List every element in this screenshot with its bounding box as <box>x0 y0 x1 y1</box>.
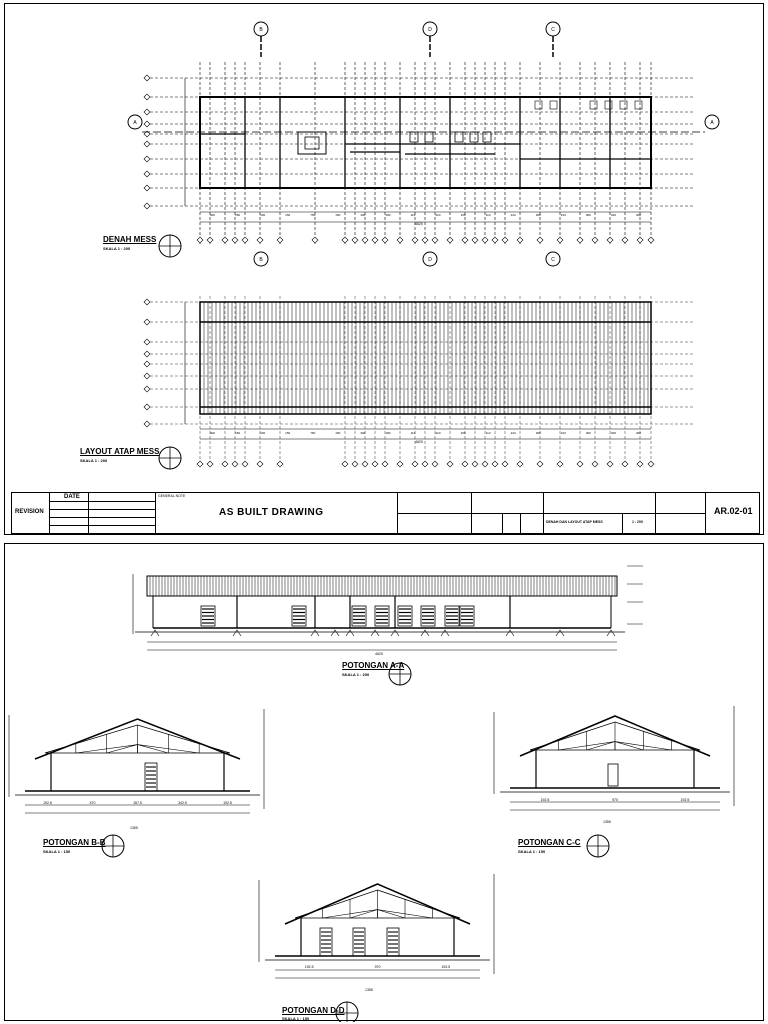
plan-dim-text: 150 <box>460 213 466 217</box>
plan-dim-text: 150 <box>335 213 341 217</box>
grid-bubble-bottom <box>607 237 613 243</box>
section-d-dim-text: 192.5 <box>304 965 314 969</box>
plan-dim-text: 113 <box>410 213 416 217</box>
plan-dim-text: 180 <box>385 213 391 217</box>
section-c-dim-text: 192.5 <box>680 798 690 802</box>
section-b-truss-web <box>138 745 169 753</box>
plan-dim-text: 223 <box>435 213 441 217</box>
plan-dim-text: 223 <box>510 213 516 217</box>
plan-dim-text: 300 <box>585 213 591 217</box>
bed-furniture <box>410 132 418 142</box>
roof-dim-text: 113 <box>485 431 491 435</box>
roof-grid-bubble-bottom <box>648 461 654 467</box>
roof-grid-bubble-bottom <box>447 461 453 467</box>
roof-grid-bubble-bottom <box>242 461 248 467</box>
roof-dim-text: 300 <box>635 431 641 435</box>
footing <box>556 630 564 636</box>
grid-bubble-bottom <box>372 237 378 243</box>
grid-bubble-left <box>144 121 150 127</box>
general-note-cell <box>156 493 398 533</box>
grid-bubble-bottom <box>422 237 428 243</box>
plan-dim-text: 150 <box>235 213 241 217</box>
footing <box>151 630 159 636</box>
grid-bubble-bottom <box>472 237 478 243</box>
grid-bubble-left <box>144 75 150 81</box>
roof-grid-bubble <box>144 361 150 367</box>
roof-grid-bubble-bottom <box>342 461 348 467</box>
section-c-total-dim: 1355 <box>603 820 611 824</box>
section-c-title: POTONGAN C-C <box>518 838 581 847</box>
grid-bubble-bottom <box>592 237 598 243</box>
grid-bubble-bottom <box>362 237 368 243</box>
plan-dim-text: 300 <box>635 213 641 217</box>
grid-bubble-bottom <box>242 237 248 243</box>
toilet-fixture <box>550 101 557 109</box>
section-b-scale: SKALA 1 : 150 <box>43 849 71 854</box>
roof-grid-bubble-bottom <box>537 461 543 467</box>
section-c-truss-web <box>587 742 615 750</box>
grid-bubble-bottom <box>622 237 628 243</box>
roof-grid-bubble-bottom <box>557 461 563 467</box>
roof-grid-bubble-bottom <box>482 461 488 467</box>
section-b-truss-web <box>107 745 138 753</box>
grid-bubble-left <box>144 94 150 100</box>
sections-drawing-svg <box>5 544 765 1022</box>
section-d-truss-web <box>350 910 378 918</box>
toilet-fixture <box>535 101 542 109</box>
section-b-dim-text: 342.5 <box>178 801 187 805</box>
grid-bubble-bottom <box>492 237 498 243</box>
section-d-scale: SKALA 1 : 150 <box>282 1016 310 1021</box>
grid-bubble-left <box>144 203 150 209</box>
drawing-status: AS BUILT DRAWING <box>219 507 324 518</box>
roof-band <box>147 576 617 596</box>
grid-bubble-bottom <box>207 237 213 243</box>
roof-grid-bubble <box>144 404 150 410</box>
roof-grid-bubble-bottom <box>197 461 203 467</box>
grid-bubble-bottom <box>517 237 523 243</box>
grid-bubble-bottom <box>447 237 453 243</box>
footing <box>607 630 615 636</box>
section-b-dim-text: 192.5 <box>43 801 52 805</box>
section-b-dim-text: 157.5 <box>133 801 142 805</box>
plan-dim-text: 300 <box>610 213 616 217</box>
section-d-total-dim: 1355 <box>365 988 373 992</box>
roof-grid-bubble-bottom <box>422 461 428 467</box>
section-mark-left-text: A <box>133 120 137 126</box>
section-d-dim-text: 970 <box>374 965 381 969</box>
date-cell <box>50 493 156 533</box>
roof-dim-text: 223 <box>510 431 516 435</box>
roof-grid-bubble-bottom <box>622 461 628 467</box>
roof-grid-bubble-bottom <box>592 461 598 467</box>
roof-grid-bubble-bottom <box>207 461 213 467</box>
grid-mark-top-text: D <box>428 27 432 33</box>
roof-title: LAYOUT ATAP MESS <box>80 447 160 456</box>
grid-mark-top-text: B <box>259 27 263 33</box>
roof-grid-bubble-bottom <box>397 461 403 467</box>
plan-drawing-svg <box>5 4 765 536</box>
roof-grid-bubble <box>144 351 150 357</box>
section-a-total-dim: 4620 <box>375 652 383 656</box>
drawing-number: AR.02-01 <box>714 506 753 516</box>
footing <box>331 630 339 636</box>
grid-bubble-bottom <box>462 237 468 243</box>
table-furniture <box>298 132 326 154</box>
date-label: DATE <box>64 494 80 500</box>
footing <box>391 630 399 636</box>
grid-bubble-bottom <box>637 237 643 243</box>
roof-grid-bubble-bottom <box>492 461 498 467</box>
toilet-fixture <box>635 101 642 109</box>
grid-bubble-bottom <box>502 237 508 243</box>
footing <box>371 630 379 636</box>
section-c-dim-text: 192.5 <box>540 798 550 802</box>
footing <box>421 630 429 636</box>
grid-bubble-bottom <box>412 237 418 243</box>
plan-dim-text: 750 <box>310 213 316 217</box>
general-note-label: GENERAL NOTE <box>158 494 186 498</box>
roof-grid-bubble <box>144 421 150 427</box>
grid-bubble-bottom <box>537 237 543 243</box>
plan-dim-text: 300 <box>210 213 216 217</box>
roof-dim-text: 100 <box>260 431 266 435</box>
roof-dim-text: 300 <box>210 431 216 435</box>
grid-bubble-bottom <box>277 237 283 243</box>
roof-dim-text: 300 <box>610 431 616 435</box>
section-b-title: POTONGAN B-B <box>43 838 106 847</box>
roof-grid-bubble-bottom <box>372 461 378 467</box>
roof-grid-bubble-bottom <box>472 461 478 467</box>
drawing-sheet-plan <box>4 3 764 535</box>
grid-mark-bottom-text: C <box>551 257 555 263</box>
grid-bubble-bottom <box>232 237 238 243</box>
grid-bubble-left <box>144 171 150 177</box>
roof-grid-bubble-bottom <box>607 461 613 467</box>
roof-grid-bubble-bottom <box>222 461 228 467</box>
grid-mark-bottom-text: B <box>259 257 263 263</box>
bed-furniture <box>470 132 478 142</box>
roof-grid-bubble <box>144 319 150 325</box>
grid-bubble-bottom <box>342 237 348 243</box>
roof-grid-bubble-bottom <box>232 461 238 467</box>
roof-dim-text: 150 <box>335 431 341 435</box>
roof-grid-bubble-bottom <box>502 461 508 467</box>
bed-furniture <box>483 132 491 142</box>
roof-grid-bubble-bottom <box>432 461 438 467</box>
drawing-scale: 1 : 200 <box>632 520 643 524</box>
section-mark-right-text: A <box>710 120 714 126</box>
roof-dim-text: 300 <box>535 431 541 435</box>
footing <box>311 630 319 636</box>
roof-grid-bubble-bottom <box>382 461 388 467</box>
drawing-title: DENAH DAN LAYOUT ATAP MESS <box>546 520 603 524</box>
roof-grid-bubble <box>144 386 150 392</box>
plan-dim-text: 223 <box>560 213 566 217</box>
section-c-opening <box>608 764 618 786</box>
section-d-truss-web <box>378 910 406 918</box>
plan-title: DENAH MESS <box>103 235 157 244</box>
grid-bubble-left <box>144 185 150 191</box>
roof-outline <box>200 302 651 414</box>
grid-bubble-bottom <box>557 237 563 243</box>
plan-dim-text: 150 <box>285 213 291 217</box>
revision-label: REVISION <box>15 509 44 515</box>
grid-bubble-left <box>144 156 150 162</box>
bed-furniture <box>455 132 463 142</box>
grid-bubble-bottom <box>222 237 228 243</box>
roof-grid-bubble-bottom <box>362 461 368 467</box>
grid-bubble-bottom <box>312 237 318 243</box>
roof-dim-text: 300 <box>360 431 366 435</box>
plan-scale: SKALA 1 : 200 <box>103 246 131 251</box>
section-b-dim-text: 192.5 <box>223 801 232 805</box>
roof-grid-bubble-bottom <box>517 461 523 467</box>
roof-dim-text: 180 <box>385 431 391 435</box>
plan-dim-text: 113 <box>485 213 491 217</box>
roof-grid-bubble <box>144 299 150 305</box>
roof-dim-text: 300 <box>585 431 591 435</box>
section-a-scale: SKALA 1 : 200 <box>342 672 370 677</box>
roof-dim-text: 750 <box>310 431 316 435</box>
footing <box>506 630 514 636</box>
grid-bubble-bottom <box>577 237 583 243</box>
grid-mark-bottom-text: D <box>428 257 432 263</box>
section-d-dim-text: 192.5 <box>441 965 451 969</box>
section-c-dim-text: 970 <box>612 798 618 802</box>
grid-mark-top-text: C <box>551 27 555 33</box>
roof-grid-bubble-bottom <box>462 461 468 467</box>
roof-dim-text: 223 <box>560 431 566 435</box>
grid-bubble-bottom <box>482 237 488 243</box>
footing <box>441 630 449 636</box>
section-b-total-dim: 1355 <box>130 826 138 830</box>
roof-grid-bubble-bottom <box>577 461 583 467</box>
roof-dim-text: 150 <box>285 431 291 435</box>
roof-grid-bubble-bottom <box>257 461 263 467</box>
grid-bubble-bottom <box>257 237 263 243</box>
toilet-fixture <box>590 101 597 109</box>
table-top <box>305 137 319 149</box>
roof-grid-bubble-bottom <box>412 461 418 467</box>
plan-outline <box>200 97 651 188</box>
footing <box>346 630 354 636</box>
roof-grid-bubble <box>144 339 150 345</box>
bed-furniture <box>425 132 433 142</box>
roof-grid-bubble-bottom <box>352 461 358 467</box>
roof-grid-bubble-bottom <box>637 461 643 467</box>
grid-bubble-bottom <box>432 237 438 243</box>
grid-bubble-bottom <box>397 237 403 243</box>
section-d-title: POTONGAN D-D <box>282 1006 345 1015</box>
title-block <box>11 492 760 534</box>
roof-dim-text: 150 <box>235 431 241 435</box>
revision-cell <box>12 493 50 533</box>
plan-total-dim: 4620 <box>415 222 423 226</box>
footing <box>233 630 241 636</box>
roof-grid-bubble-bottom <box>277 461 283 467</box>
section-a-title: POTONGAN A-A <box>342 661 405 670</box>
grid-bubble-bottom <box>648 237 654 243</box>
grid-bubble-bottom <box>197 237 203 243</box>
drawing-sheet-sections <box>4 543 764 1021</box>
toilet-fixture <box>605 101 612 109</box>
roof-scale: SKALA 1 : 200 <box>80 458 108 463</box>
toilet-fixture <box>620 101 627 109</box>
grid-bubble-left <box>144 109 150 115</box>
roof-grid-bubble <box>144 373 150 379</box>
section-b-dim-text: 470 <box>89 801 96 805</box>
grid-bubble-left <box>144 141 150 147</box>
grid-bubble-bottom <box>382 237 388 243</box>
plan-dim-text: 300 <box>360 213 366 217</box>
section-c-truss-web <box>615 742 643 750</box>
roof-dim-text: 150 <box>460 431 466 435</box>
roof-dim-text: 113 <box>410 431 416 435</box>
plan-dim-text: 300 <box>535 213 541 217</box>
roof-total-dim: 4620 <box>415 440 423 444</box>
plan-dim-text: 100 <box>260 213 266 217</box>
roof-dim-text: 223 <box>435 431 441 435</box>
grid-bubble-bottom <box>352 237 358 243</box>
section-c-scale: SKALA 1 : 150 <box>518 849 546 854</box>
